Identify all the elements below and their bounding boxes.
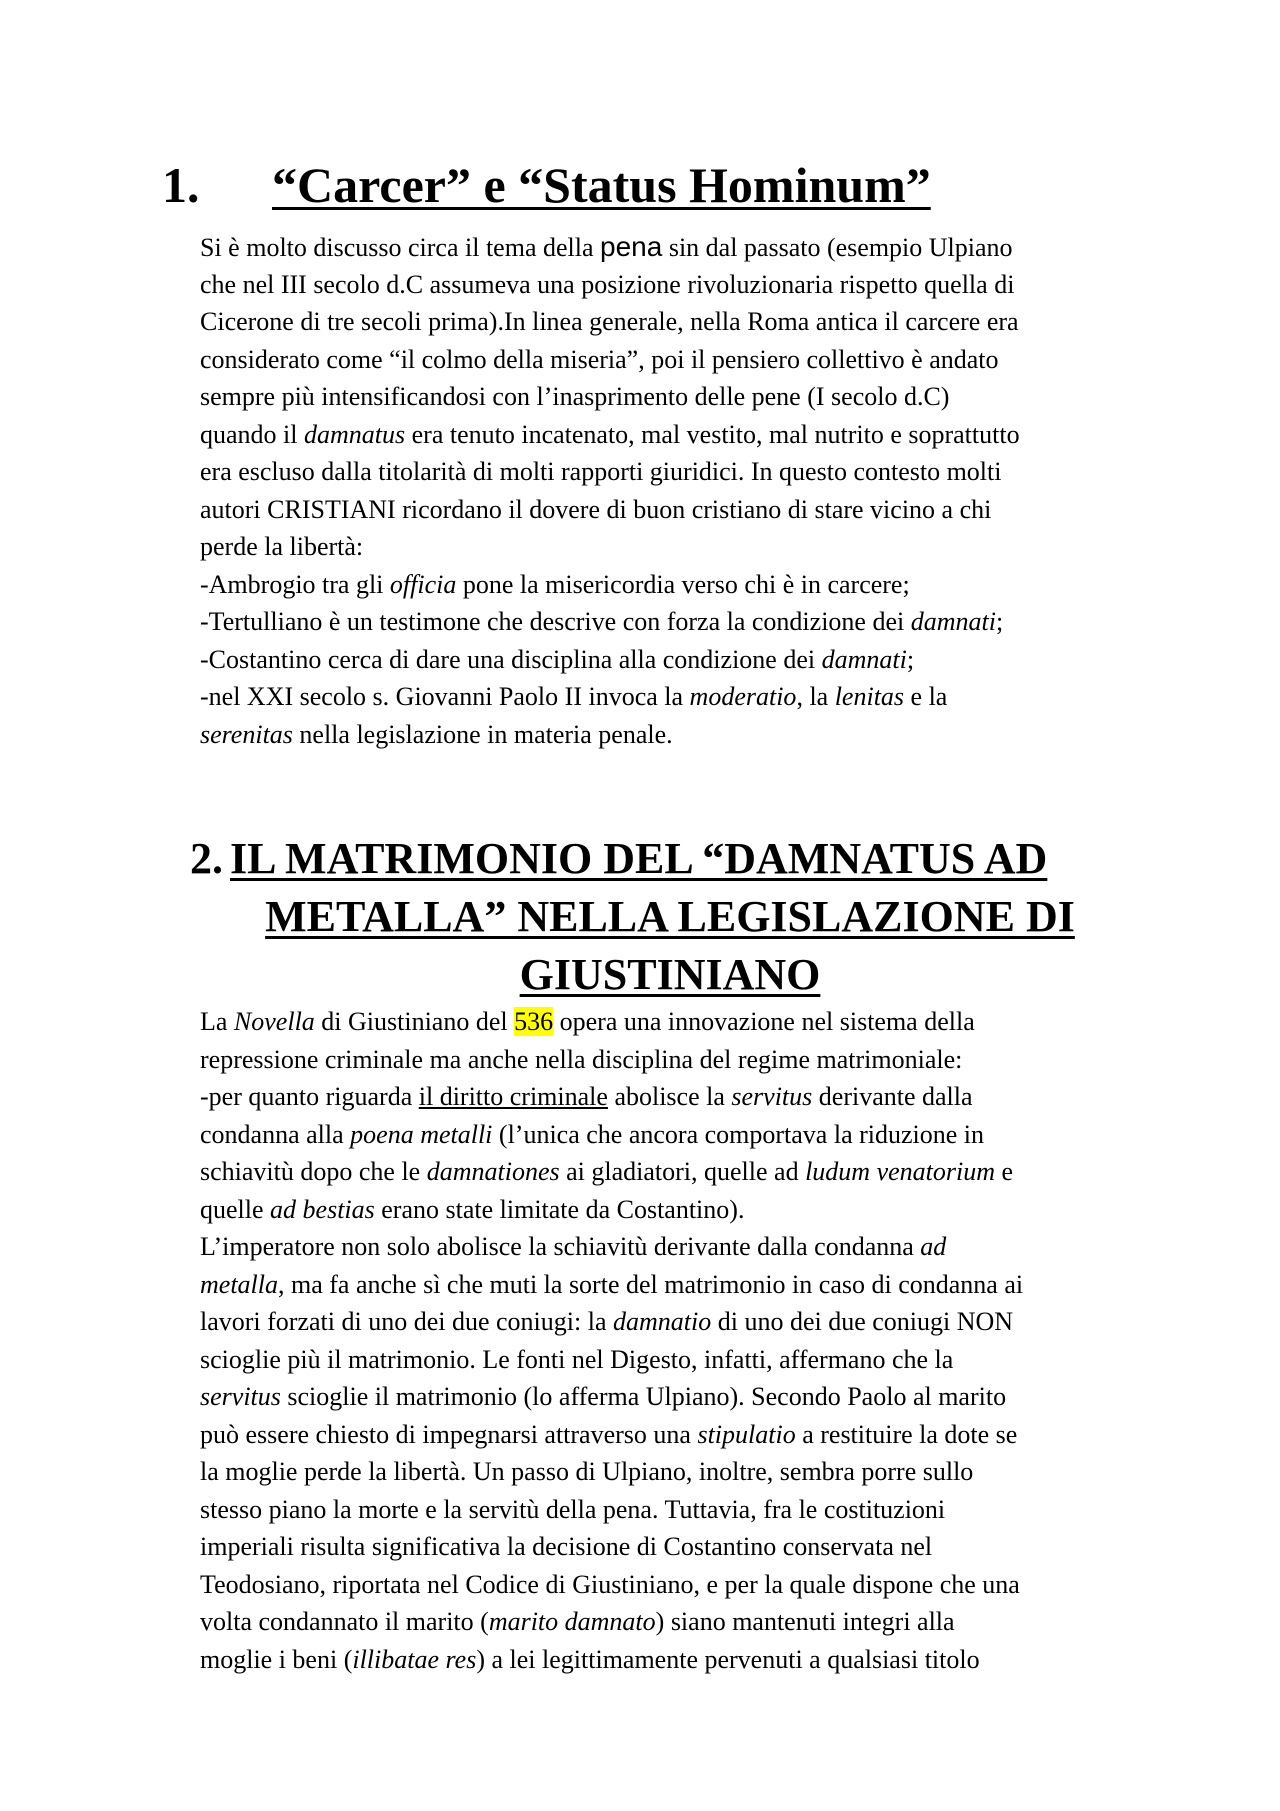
paragraph-line: autori CRISTIANI ricordano il dovere di buon cristiano di stare vicino a chi [200, 494, 992, 524]
paragraph-line: lavori forzati di uno dei due coniugi: la damnatio di uno dei due coniugi NON [200, 1307, 1014, 1336]
paragraph-line: Cicerone di tre secoli prima).In linea generale, nella Roma antica il carcere era [200, 307, 1019, 336]
paragraph-line: considerato come “il colmo della miseria”, poi il pensiero collettivo è andato [200, 344, 999, 374]
section-2-title-line: METALLA” NELLA LEGISLAZIONE DI [265, 892, 1075, 941]
paragraph-line: stesso piano la morte e la servitù della pena. Tuttavia, fra le costituzioni [200, 1494, 946, 1524]
section-2-title-line: GIUSTINIANO [519, 950, 821, 999]
paragraph-line: metalla, ma fa anche sì che muti la sorte del matrimonio in caso di condanna ai [200, 1269, 1024, 1299]
paragraph-line: -per quanto riguarda il diritto criminale abolisce la servitus derivante dalla [200, 1082, 973, 1111]
paragraph-line: imperiali risulta significativa la decisione di Costantino conservata nel [200, 1532, 933, 1561]
paragraph-line: può essere chiesto di impegnarsi attraverso una stipulatio a restituire la dote se [200, 1419, 1018, 1449]
paragraph-line: condanna alla poena metalli (l’unica che ancora comportava la riduzione in [200, 1119, 985, 1149]
paragraph-line: L’imperatore non solo abolisce la schiavitù derivante dalla condanna ad [200, 1232, 947, 1261]
list-item: -Ambrogio tra gli officia pone la misericordia verso chi è in carcere; [200, 569, 910, 599]
paragraph-line: perde la libertà: [200, 532, 364, 561]
paragraph-line: la moglie perde la libertà. Un passo di Ulpiano, inoltre, sembra porre sullo [200, 1457, 974, 1486]
paragraph-line: La Novella di Giustiniano del 536 opera una innovazione nel sistema della [200, 1007, 975, 1036]
section-1-paragraph [200, 228, 1160, 753]
paragraph-line: sempre più intensificandosi con l’inasprimento delle pene (I secolo d.C) [200, 382, 950, 411]
paragraph-line: scioglie più il matrimonio. Le fonti nel Digesto, infatti, affermano che la [200, 1344, 954, 1374]
section-2-title-line: IL MATRIMONIO DEL “DAMNATUS AD [230, 834, 1048, 883]
section-1-title: “Carcer” e “Status Hominum” [272, 157, 931, 213]
section-2-paragraph [200, 1003, 1160, 1678]
paragraph-line: schiavitù dopo che le damnationes ai gladiatori, quelle ad ludum venatorium e [200, 1157, 1014, 1186]
paragraph-line: moglie i beni (illibatae res) a lei legittimamente pervenuti a qualsiasi titolo [200, 1644, 980, 1674]
paragraph-line: quelle ad bestias erano state limitate da Costantino). [200, 1194, 745, 1224]
paragraph-line: volta condannato il marito (marito damnato) siano mantenuti integri alla [200, 1607, 955, 1636]
list-item: serenitas nella legislazione in materia penale. [200, 719, 673, 749]
highlighted-year: 536 [514, 1007, 554, 1036]
paragraph-line: Si è molto discusso circa il tema della pena sin dal passato (esempio Ulpiano [200, 231, 1013, 262]
section-2-number: 2. [190, 834, 223, 883]
paragraph-line: quando il damnatus era tenuto incatenato, mal vestito, mal nutrito e soprattutto [200, 419, 1020, 449]
paragraph-line: che nel III secolo d.C assumeva una posizione rivoluzionaria rispetto quella di [200, 269, 1015, 299]
section-1-number: 1. [162, 157, 200, 213]
section-1-heading [162, 155, 1162, 215]
paragraph-line: repressione criminale ma anche nella disciplina del regime matrimoniale: [200, 1044, 963, 1074]
list-item: -nel XXI secolo s. Giovanni Paolo II invoca la moderatio, la lenitas e la [200, 682, 948, 711]
paragraph-line: era escluso dalla titolarità di molti rapporti giuridici. In questo contesto molti [200, 457, 1002, 486]
section-2-heading [190, 830, 1150, 1004]
list-item: -Tertulliano è un testimone che descrive con forza la condizione dei damnati; [200, 607, 1004, 636]
paragraph-line: Teodosiano, riportata nel Codice di Giustiniano, e per la quale dispone che una [200, 1569, 1020, 1599]
paragraph-line: servitus scioglie il matrimonio (lo afferma Ulpiano). Secondo Paolo al marito [200, 1382, 1007, 1411]
list-item: -Costantino cerca di dare una disciplina alla condizione dei damnati; [200, 644, 915, 674]
